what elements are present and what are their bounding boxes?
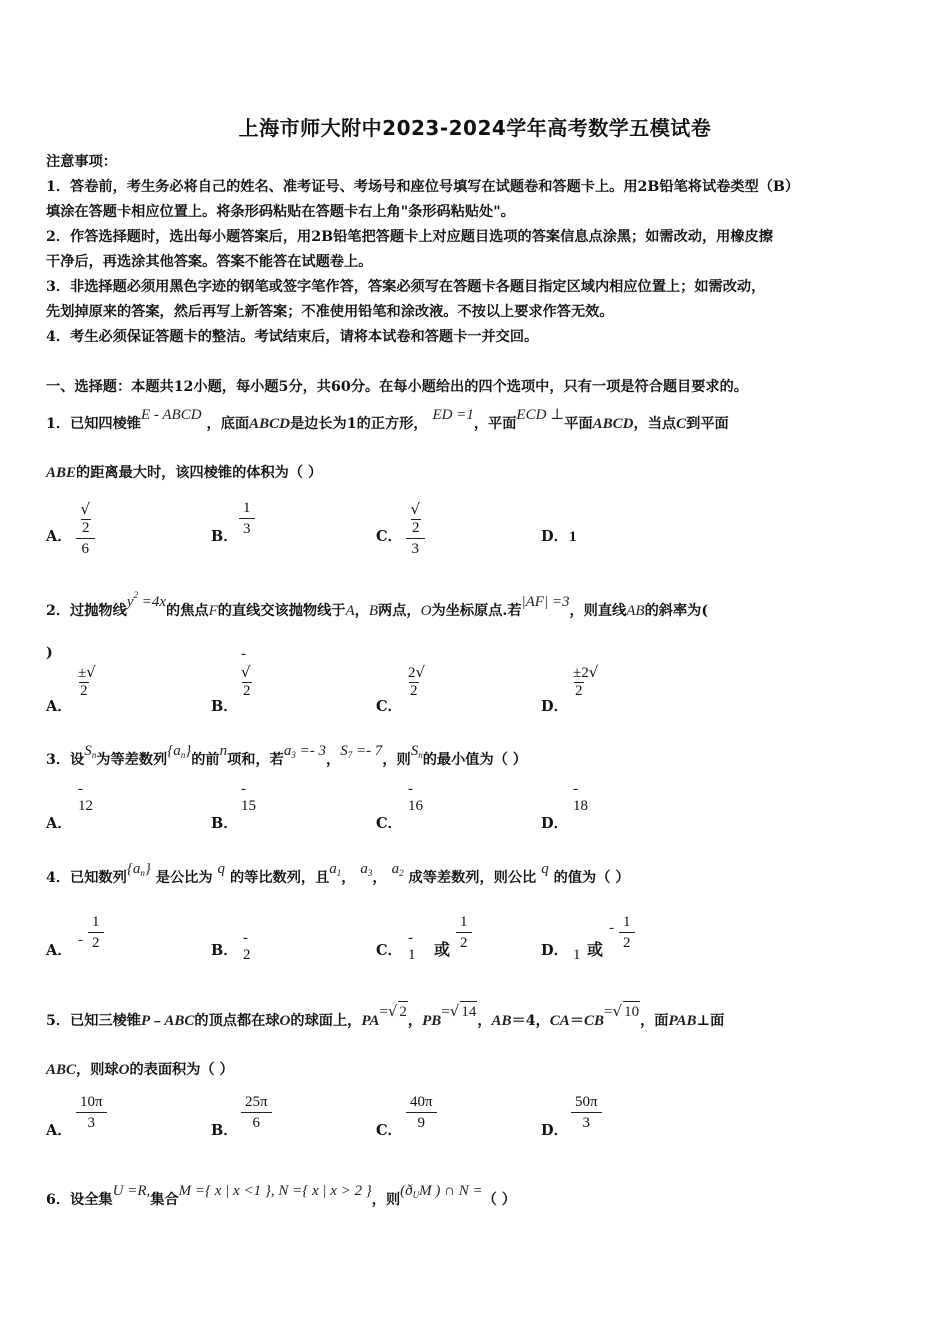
question-5-options: A． $\frac{10\pi}{3}$ B． $\frac{25\pi}{6}$ C． $\frac{40\pi}{9}$ D． $\frac{50\pi}{3}$ <box>46 1092 910 1152</box>
question-1-options: A． $\frac{√2}{6}$ B． $\frac{1}{3}$ C． $\frac{√2}{3}$ D． 1 <box>46 500 577 557</box>
fraction: $\frac{10\pi}{3}$ <box>76 1094 107 1132</box>
question-3-options: A． - 12 B． - 15 C． - 16 D． - 18 <box>46 781 588 832</box>
question-5: 5．已知三棱锥P﹣ABC的顶点都在球O的球面上，PA=√ 2，PB=√ 14，AB＝4，CA＝CB=√ 10，面PAB⊥面 <box>46 1002 725 1029</box>
question-4-options: A． - $\frac{1}{2}$ B． - 2 C． - 1 或 $\frac{1}{2}$ D． 1 或 - $\frac{1}{2}$ <box>46 912 910 972</box>
question-1: 1．已知四棱锥E - ABCD ，底面ABCD是边长为1的正方形， ED =1，平面ECD ⊥平面ABCD，当点C到平面 <box>46 407 729 432</box>
fraction: $\frac{1}{3}$ <box>239 500 255 538</box>
notice-line-1: 1．答卷前，考生务必将自己的姓名、准考证号、考场号和座位号填写在试题卷和答题卡上。用2B铅笔将试卷类型（B） <box>46 179 800 195</box>
section-heading: 一、选择题：本题共12小题，每小题5分，共60分。在每小题给出的四个选项中，只有一项是符合题目要求的。 <box>46 379 748 395</box>
question-2-line-2: ) <box>46 645 53 661</box>
notice-line-5: 3．非选择题必须用黑色字迹的钢笔或签字笔作答，答案必须写在答题卡各题目指定区域内相应位置上；如需改动， <box>46 279 766 295</box>
fraction: $\frac{√2}{3}$ <box>406 500 425 558</box>
fraction: $\frac{40\pi}{9}$ <box>406 1094 437 1132</box>
fraction: $\frac{50\pi}{3}$ <box>571 1094 602 1132</box>
question-1-line-2: ABE的距离最大时，该四棱锥的体积为（ ） <box>46 465 323 481</box>
notice-heading: 注意事项： <box>46 154 117 170</box>
notice-line-4: 干净后，再选涂其他答案。答案不能答在试题卷上。 <box>46 254 373 270</box>
fraction: $\frac{√2}{6}$ <box>76 500 95 558</box>
fraction: $\frac{1}{2}$ <box>456 914 472 952</box>
question-6: 6．设全集U =R,集合M ={ x | x <1 }, N ={ x | x > 2 }，则($ð_UM$ ) ∩ N =（ ） <box>46 1183 516 1208</box>
question-2: 2．过抛物线$y^2 =4x$的焦点F的直线交该抛物线于A，B两点，O为坐标原点.若|AF| =3，则直线AB的斜率为( <box>46 590 709 619</box>
question-4: 4．已知数列$\{a_n\}$ 是公比为 q 的等比数列，且$a_1$， $a_3$， $a_2$ 成等差数列，则公比 q 的值为（ ） <box>46 861 630 886</box>
question-3: 3．设$S_n$为等差数列$\{a_n\}$的前n项和，若$a_3 =- 3$，$S_7 =- 7$，则$S_n$的最小值为（ ） <box>46 743 527 768</box>
notice-line-3: 2．作答选择题时，选出每小题答案后，用2B铅笔把答题卡上对应题目选项的答案信息点涂黑；如需改动，用橡皮擦 <box>46 229 773 245</box>
fraction: $\frac{1}{2}$ <box>88 914 104 952</box>
notice-line-2: 填涂在答题卡相应位置上。将条形码粘贴在答题卡右上角"条形码粘贴处"。 <box>46 204 515 220</box>
question-2-options: A． ±√2 B． - √2 C． 2√2 D． ±2√2 <box>46 646 599 715</box>
fraction: $\frac{1}{2}$ <box>619 914 635 952</box>
fraction: $\frac{25\pi}{6}$ <box>241 1094 272 1132</box>
page-title: 上海市师大附中2023-2024学年高考数学五模试卷 <box>238 116 712 140</box>
notice-line-6: 先划掉原来的答案，然后再写上新答案；不准使用铅笔和涂改液。不按以上要求作答无效。 <box>46 304 614 320</box>
notice-line-7: 4．考生必须保证答题卡的整洁。考试结束后，请将本试卷和答题卡一并交回。 <box>46 329 539 345</box>
question-5-line-2: ABC，则球O的表面积为（ ） <box>46 1062 234 1078</box>
